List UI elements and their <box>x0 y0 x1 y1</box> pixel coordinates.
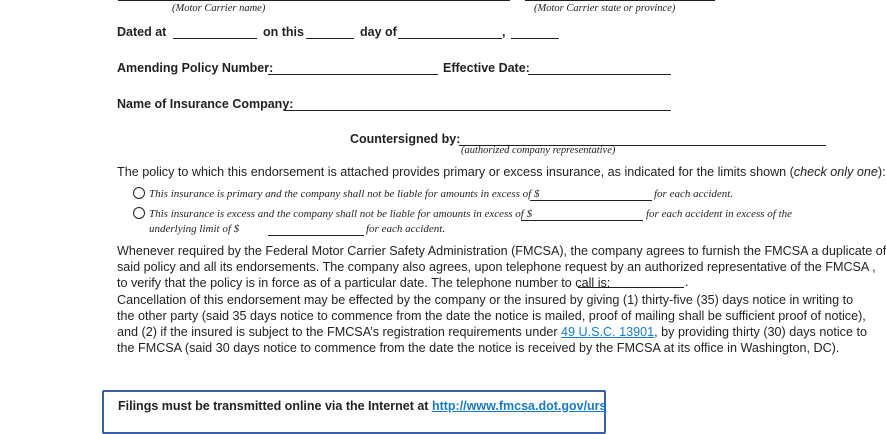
cancellation-line-3-prefix: and (2) if the insured is subject to the FMCSA’s registration requirements under <box>117 325 558 339</box>
day-of-label: day of <box>360 25 397 39</box>
amending-policy-number-field[interactable] <box>268 74 438 75</box>
motor-carrier-state-caption: (Motor Carrier state or province) <box>534 3 676 14</box>
year-field[interactable] <box>511 38 559 39</box>
cancellation-line-4: the FMCSA (said 30 days notice to commence from the date the notice is received by the FMCSA at its office in Washington, DC). <box>117 341 840 355</box>
usc-13901-link[interactable]: 49 U.S.C. 13901 <box>561 325 655 339</box>
underlying-limit-text: underlying limit of $ <box>149 223 240 235</box>
effective-date-label: Effective Date: <box>443 61 530 75</box>
dated-at-field[interactable] <box>173 38 257 39</box>
policy-limits-intro-text: The policy to which this endorsement is attached provides primary or excess insurance, as indicated for the limits shown ( <box>117 165 794 179</box>
cancellation-line-1: Cancellation of this endorsement may be effected by the company or the insured by giving (1) thirty-five (35) days notice in writing to <box>117 293 854 307</box>
fmcsa-duplicate-paragraph <box>117 243 886 291</box>
day-field[interactable] <box>306 38 354 39</box>
underlying-limit-suffix: for each accident. <box>366 223 446 235</box>
excess-amount-field[interactable] <box>521 220 643 221</box>
fmcsa-urs-link[interactable]: http://www.fmcsa.dot.gov/urs <box>431 399 607 413</box>
amending-policy-number-label: Amending Policy Number: <box>117 61 274 75</box>
fmcsa-line-3 <box>117 275 886 291</box>
countersigned-by-label: Countersigned by: <box>350 132 461 146</box>
fmcsa-line-3-text: to verify that the policy is in force as of a particular date. The telephone number to call is: <box>117 276 611 290</box>
filing-instructions-text <box>118 399 607 413</box>
cancellation-line-2: the other party (said 35 days notice to commence from the date the notice is mailed, proof of mailing shall be sufficient proof of notice), <box>117 309 866 323</box>
insurance-company-field[interactable] <box>284 110 671 111</box>
primary-insurance-radio[interactable] <box>133 187 145 199</box>
cancellation-line-3 <box>117 324 867 340</box>
primary-amount-field[interactable] <box>530 200 652 201</box>
telephone-period: . <box>685 275 689 289</box>
date-comma: , <box>502 25 506 39</box>
excess-insurance-text: This insurance is excess and the company shall not be liable for amounts in excess of $ <box>149 208 533 220</box>
underlying-limit-field[interactable] <box>268 235 364 236</box>
check-only-one-text: check only one <box>793 165 878 179</box>
policy-limits-intro-end: ): <box>877 165 886 179</box>
motor-carrier-state-line[interactable] <box>525 0 715 1</box>
cancellation-line-3-suffix: , by providing thirty (30) days notice to <box>654 325 867 339</box>
motor-carrier-name-line[interactable] <box>118 0 510 1</box>
motor-carrier-name-caption: (Motor Carrier name) <box>172 3 266 14</box>
effective-date-field[interactable] <box>528 74 671 75</box>
countersigned-by-caption: (authorized company representative) <box>461 145 616 156</box>
fmcsa-line-1: Whenever required by the Federal Motor Carrier Safety Administration (FMCSA), the company agrees to furnish the FMCSA a duplicate of <box>117 244 886 258</box>
excess-insurance-suffix: for each accident in excess of the <box>646 208 793 220</box>
telephone-number-field[interactable] <box>578 287 684 288</box>
dated-at-label: Dated at <box>117 25 167 39</box>
filing-instructions-prefix: Filings must be transmitted online via the Internet at <box>118 399 429 413</box>
on-this-label: on this <box>263 25 304 39</box>
policy-limits-intro <box>117 164 886 180</box>
primary-insurance-text: This insurance is primary and the company shall not be liable for amounts in excess of $ <box>149 188 540 200</box>
insurance-company-label: Name of Insurance Company: <box>117 97 294 111</box>
cancellation-paragraph <box>117 292 867 356</box>
primary-insurance-suffix: for each accident. <box>654 188 734 200</box>
month-field[interactable] <box>398 38 502 39</box>
excess-insurance-radio[interactable] <box>133 207 145 219</box>
fmcsa-line-2: said policy and all its endorsements. The company also agrees, upon telephone request by an authorized representative of the FMCSA , <box>117 260 876 274</box>
